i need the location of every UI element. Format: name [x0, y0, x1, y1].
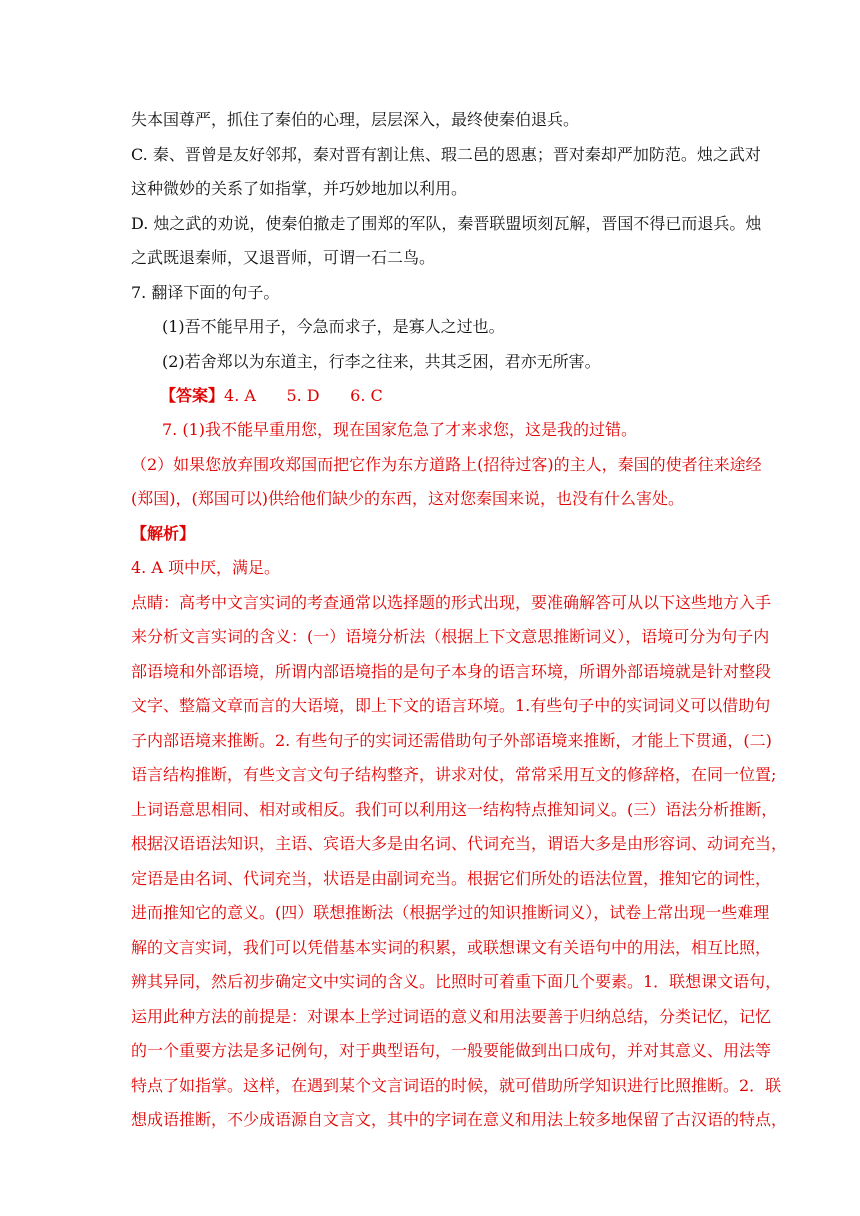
note-line: 点睛：高考中文言实词的考查通常以选择题的形式出现，要准确解答可从以下这些地方入手	[131, 593, 772, 612]
note-line: 解的文言实词，我们可以凭借基本实词的积累，或联想课文有关语句中的用法，相互比照，	[131, 938, 772, 957]
note-line: 想成语推断，不少成语源自文言文，其中的字词在意义和用法上较多地保留了古汉语的特点，	[131, 1110, 788, 1129]
note-line: 子内部语境来推断。2. 有些句子的实词还需借助句子外部语境来推断，才能上下贯通，(二)	[131, 731, 772, 750]
note-line: 运用此种方法的前提是：对课本上学过词语的意义和用法要善于归纳总结，分类记忆，记忆	[131, 1007, 772, 1026]
answer-7-line-1: 7. (1)我不能早重用您，现在国家危急了才来求您，这是我的过错。	[162, 420, 638, 439]
analysis-item-4: 4. A 项中厌，满足。	[131, 558, 280, 577]
note-line: 特点了如指掌。这样，在遇到某个文言词语的时候，就可借助所学知识进行比照推断。2．联	[131, 1076, 782, 1095]
question-7-title: 7. 翻译下面的句子。	[131, 283, 280, 302]
answer-line	[160, 386, 383, 406]
note-line: 部语境和外部语境，所谓内部语境指的是句子本身的语言环境，所谓外部语境就是针对整段	[131, 662, 772, 681]
note-line: 来分析文言实词的含义：(一）语境分析法（根据上下文意思推断词义），语境可分为句子内	[131, 627, 770, 646]
note-line: 的一个重要方法是多记例句，对于典型语句，一般要能做到出口成句，并对其意义、用法等	[131, 1041, 772, 1060]
note-line: 上词语意思相同、相对或相反。我们可以利用这一结构特点推知词义。(三）语法分析推断，	[131, 800, 778, 819]
note-line: 根据汉语语法知识，主语、宾语大多是由名词、代词充当，谓语大多是由形容词、动词充当，	[131, 834, 788, 853]
option-c-line-2: 这种微妙的关系了如指掌，并巧妙地加以利用。	[131, 179, 468, 198]
answer-7-line-2: （2）如果您放弃围攻郑国而把它作为东方道路上(招待过客)的主人，秦国的使者往来途经	[131, 455, 762, 474]
option-d-line-2: 之武既退秦师，又退晋师，可谓一石二鸟。	[131, 248, 436, 267]
answer-choices: 4. A 5. D 6. C	[224, 386, 383, 405]
answer-label: 【答案】	[160, 386, 225, 405]
question-7-sentence-2: (2)若舍郑以为东道主，行李之往来，共其乏困，君亦无所害。	[162, 352, 601, 371]
option-b-continuation: 失本国尊严，抓住了秦伯的心理，层层深入，最终使秦伯退兵。	[131, 110, 580, 129]
note-line: 进而推知它的意义。(四）联想推断法（根据学过的知识推断词义），试卷上常出现一些难理	[131, 903, 770, 922]
question-7-sentence-1: (1)吾不能早用子，今急而求子，是寡人之过也。	[162, 317, 505, 336]
note-line: 文字、整篇文章而言的大语境，即上下文的语言环境。1.有些句子中的实词词义可以借助句	[131, 696, 771, 715]
analysis-label: 【解析】	[131, 524, 196, 543]
note-line: 定语是由名词、代词充当，状语是由副词充当。根据它们所处的语法位置，推知它的词性，	[131, 869, 772, 888]
answer-7-line-3: (郑国)，(郑国可以)供给他们缺少的东西，这对您秦国来说，也没有什么害处。	[131, 489, 684, 508]
note-line: 语言结构推断，有些文言文句子结构整齐，讲求对仗，常常采用互文的修辞格，在同一位置;	[131, 765, 777, 784]
option-d-line-1: D. 烛之武的劝说，使秦伯撤走了围郑的军队，秦晋联盟顷刻瓦解，晋国不得已而退兵。烛	[131, 214, 762, 233]
option-c-line-1: C. 秦、晋曾是友好邻邦，秦对晋有割让焦、瑕二邑的恩惠；晋对秦却严加防范。烛之武对	[131, 145, 761, 164]
note-line: 辨其异同，然后初步确定文中实词的含义。比照时可着重下面几个要素。1．联想课文语句，	[131, 972, 782, 991]
